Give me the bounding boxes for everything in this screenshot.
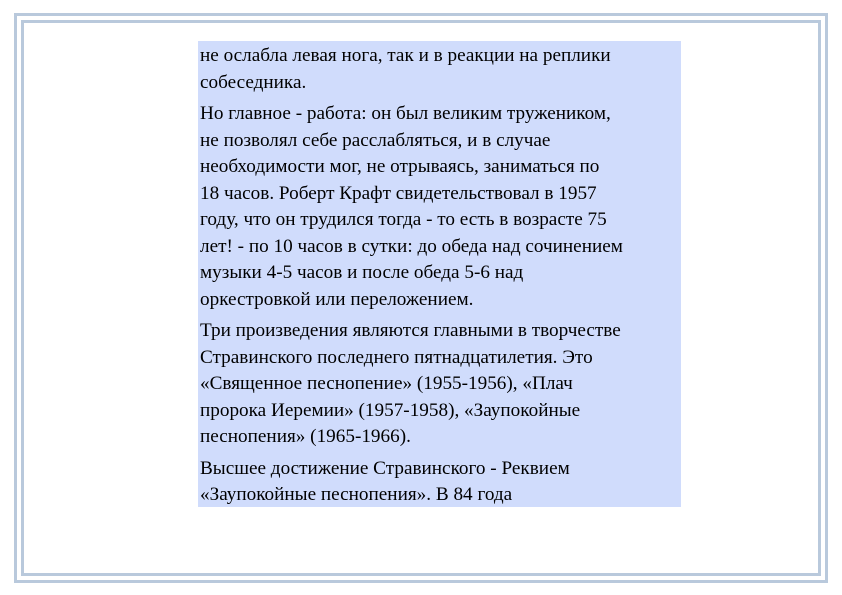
paragraph-2: Но главное - работа: он был великим тружеником, не позволял себе расслабляться, и в случае необходимости мог, не отрываясь, заниматься по 18 часов. Роберт Крафт свидетельствовал в 1957 году, что он трудился тогда - то есть в возрасте 75 лет! - по 10 часов в сутки: до обеда над сочинением музыки 4-5 часов и после обеда 5-6 над оркестровкой или переложением. (200, 103, 623, 310)
paragraph-3: Три произведения являются главными в творчестве Стравинского последнего пятнадцатилетия. Это «Священное песнопение» (1955-1956), «Плач пророка Иеремии» (1957-1958), «Заупокойные песнопения» (1965-1966). (200, 320, 621, 447)
paragraph-4: Высшее достижение Стравинского - Реквием «Заупокойные песнопения». В 84 года (200, 457, 570, 505)
paragraph-1: не ослабла левая нога, так и в реакции на реплики собеседника. (200, 45, 611, 93)
text-body (198, 41, 681, 507)
